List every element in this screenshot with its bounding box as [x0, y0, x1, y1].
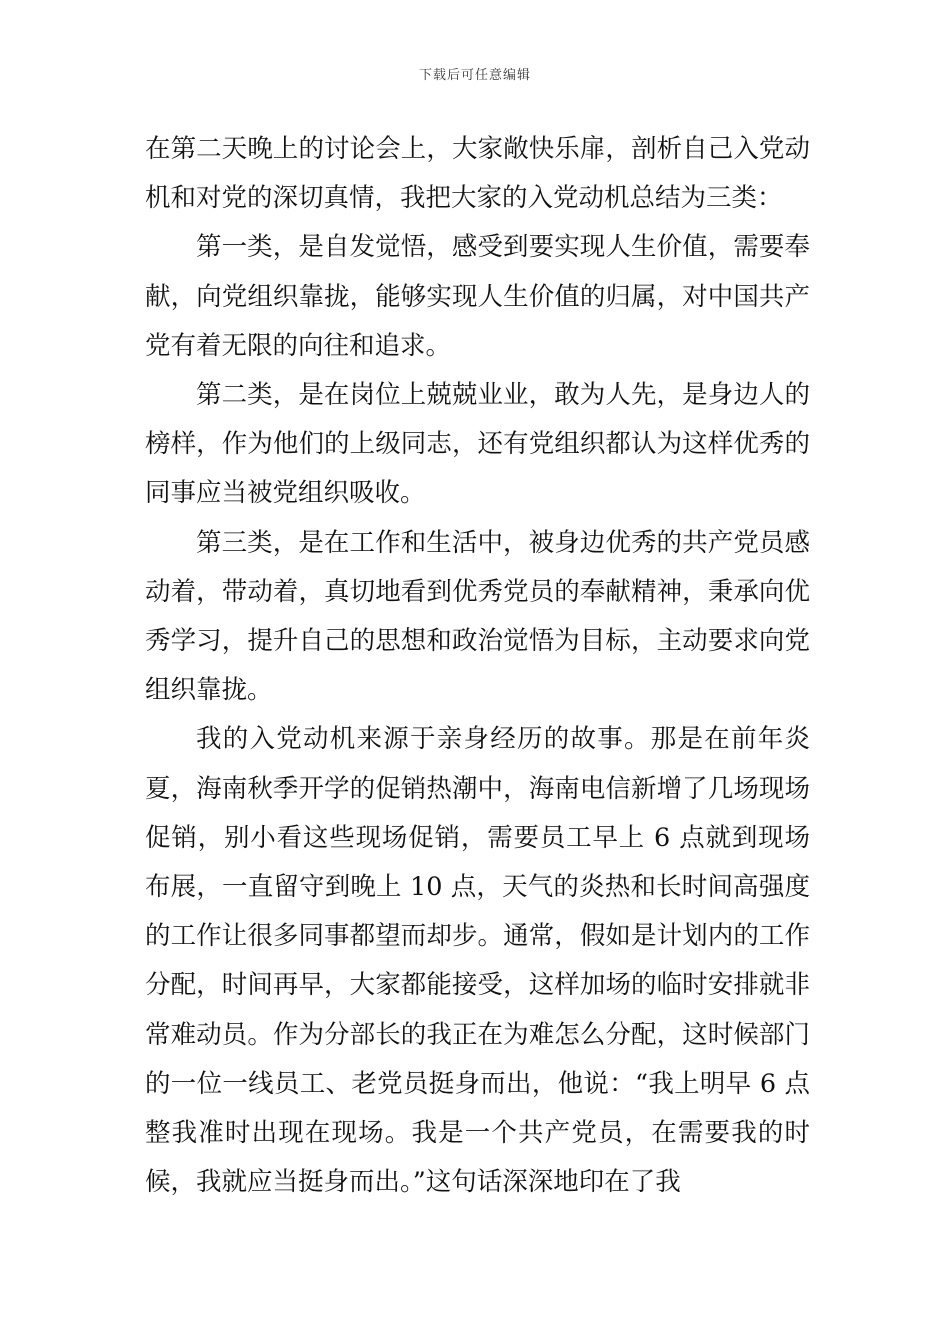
paragraph: 第三类，是在工作和生活中，被身边优秀的共产党员感动着，带动着，真切地看到优秀党员的奉献精神，秉承向优秀学习，提升自己的思想和政治觉悟为目标，主动要求向党组织靠拢。	[145, 527, 810, 706]
paragraph: 第一类，是自发觉悟，感受到要实现人生价值，需要奉献，向党组织靠拢，能够实现人生价值的归属，对中国共产党有着无限的向往和追求。	[145, 232, 810, 361]
paragraph: 在第二天晚上的讨论会上，大家敞快乐扉，剖析自己入党动机和对党的深切真情，我把大家的入党动机总结为三类：	[145, 134, 810, 214]
page-header: 下载后可任意编辑	[418, 68, 531, 83]
paragraph: 第二类，是在岗位上兢兢业业，敢为人先，是身边人的榜样，作为他们的上级同志，还有党组织都认为这样优秀的同事应当被党组织吸收。	[145, 380, 810, 509]
paragraph: 我的入党动机来源于亲身经历的故事。那是在前年炎夏，海南秋季开学的促销热潮中，海南电信新增了几场现场促销，别小看这些现场促销，需要员工早上 6 点就到现场布展，一直留守到晚上 10 点，天气的炎热和长时间高强度的工作让很多同事都望而却步。通常，假如是计划内的工作分配，时间再早，大家都能接受，这样加场的临时安排就非常难动员。作为分部长的我正在为难怎么分配，这时候部门的一位一线员工、老党员挺身而出，他说：“我上明早 6 点整我准时出现在现场。我是一个共产党员，在需要我的时候，我就应当挺身而出。”这句话深深地印在了我	[145, 724, 810, 1198]
document-body	[145, 125, 810, 1207]
